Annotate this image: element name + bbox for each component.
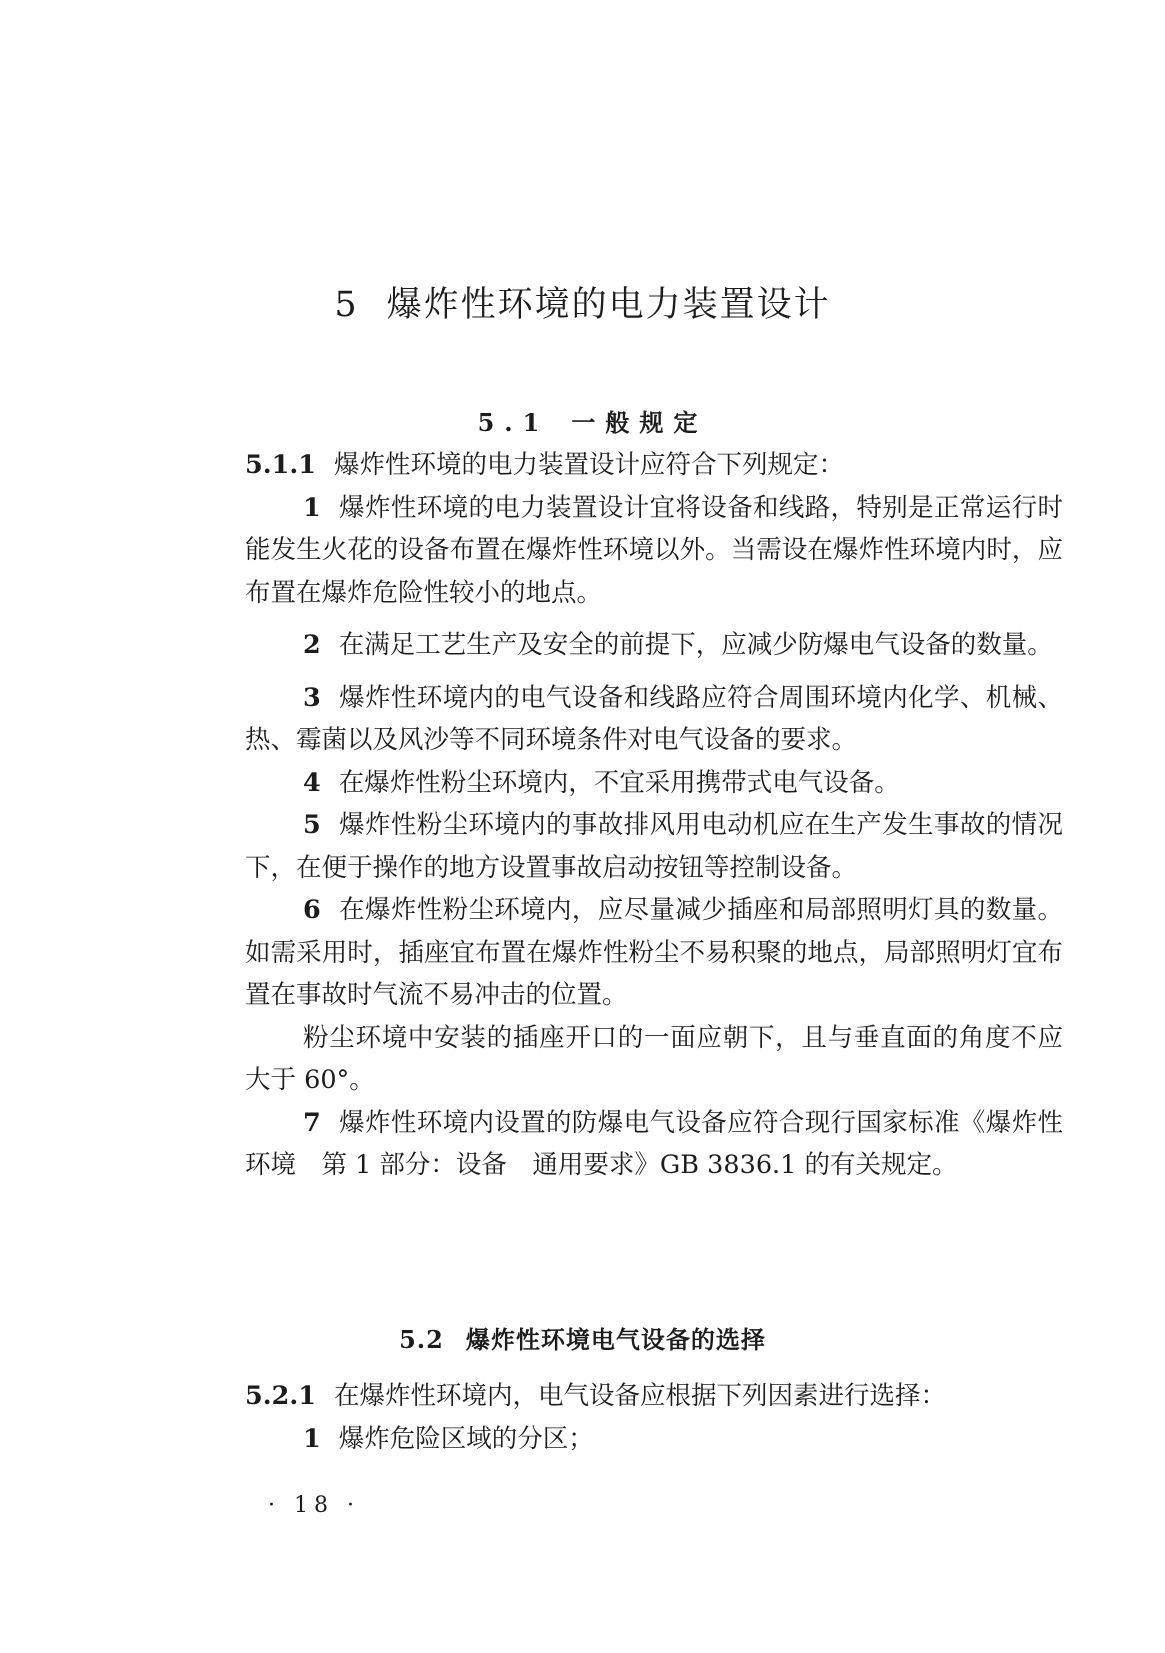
section-5-2-title <box>0 1325 1165 1355</box>
clause-5-2-1-body <box>245 1375 1063 1460</box>
chapter-number: 5 <box>334 285 359 325</box>
list-item <box>245 487 1063 615</box>
clause-5-1-1 <box>245 444 1063 487</box>
chapter-title-text: 爆炸性环境的电力装置设计 <box>386 285 831 325</box>
section-5-1-title-text: 一般规定 <box>571 409 708 437</box>
clause-5-2-1-number: 5.2.1 <box>245 1381 316 1411</box>
section-5-1-number: 5.1 <box>477 408 550 437</box>
clause-5-2-1 <box>245 1375 1063 1418</box>
chapter-title <box>0 283 1165 327</box>
item-number: 3 <box>303 682 321 713</box>
item-text: 爆炸性环境内设置的防爆电气设备应符合现行国家标准《爆炸性环境 第 1 部分：设备 通用要求》GB 3836.1 的有关规定。 <box>245 1107 1063 1180</box>
item-text: 爆炸性环境内的电气设备和线路应符合周围环境内化学、机械、热、霉菌以及风沙等不同环境条件对电气设备的要求。 <box>245 682 1063 755</box>
page-number: · 18 · <box>268 1493 360 1518</box>
section-5-1-title <box>0 408 1165 438</box>
item-number: 5 <box>303 810 321 840</box>
clause-5-2-1-text: 在爆炸性环境内，电气设备应根据下列因素进行选择： <box>333 1381 946 1411</box>
section-5-2-number: 5.2 <box>399 1325 444 1354</box>
item-text: 在爆炸性粉尘环境内，不宜采用携带式电气设备。 <box>338 767 900 798</box>
clause-5-1-1-text: 爆炸性环境的电力装置设计应符合下列规定： <box>333 450 844 480</box>
item-text: 粉尘环境中安装的插座开口的一面应朝下，且与垂直面的角度不应大于 60°。 <box>245 1022 1063 1095</box>
clause-5-1-1-body <box>245 444 1063 1187</box>
item-number: 4 <box>303 767 321 798</box>
list-item <box>245 762 1063 805</box>
list-item <box>245 1418 1063 1461</box>
item-number: 1 <box>303 1423 321 1454</box>
item-text: 在满足工艺生产及安全的前提下，应减少防爆电气设备的数量。 <box>338 630 1053 660</box>
item-text: 爆炸危险区域的分区； <box>338 1423 594 1454</box>
list-item-note <box>245 1017 1063 1102</box>
item-text: 在爆炸性粉尘环境内，应尽量减少插座和局部照明灯具的数量。如需采用时，插座宜布置在爆炸性粉尘不易积聚的地点，局部照明灯宜布置在事故时气流不易冲击的位置。 <box>245 895 1063 1010</box>
list-item <box>245 624 1063 667</box>
list-item <box>245 804 1063 889</box>
section-5-2-title-text: 爆炸性环境电气设备的选择 <box>465 1326 766 1354</box>
item-text: 爆炸性环境的电力装置设计宜将设备和线路，特别是正常运行时能发生火花的设备布置在爆炸性环境以外。当需设在爆炸性环境内时，应布置在爆炸危险性较小的地点。 <box>245 492 1063 608</box>
item-number: 2 <box>303 630 321 660</box>
item-text: 爆炸性粉尘环境内的事故排风用电动机应在生产发生事故的情况下，在便于操作的地方设置事故启动按钮等控制设备。 <box>245 810 1063 883</box>
list-item <box>245 1102 1063 1187</box>
item-number: 7 <box>303 1107 321 1138</box>
list-item <box>245 677 1063 762</box>
item-number: 6 <box>303 895 321 925</box>
clause-5-1-1-number: 5.1.1 <box>245 450 316 480</box>
list-item <box>245 889 1063 1017</box>
item-number: 1 <box>303 492 321 523</box>
